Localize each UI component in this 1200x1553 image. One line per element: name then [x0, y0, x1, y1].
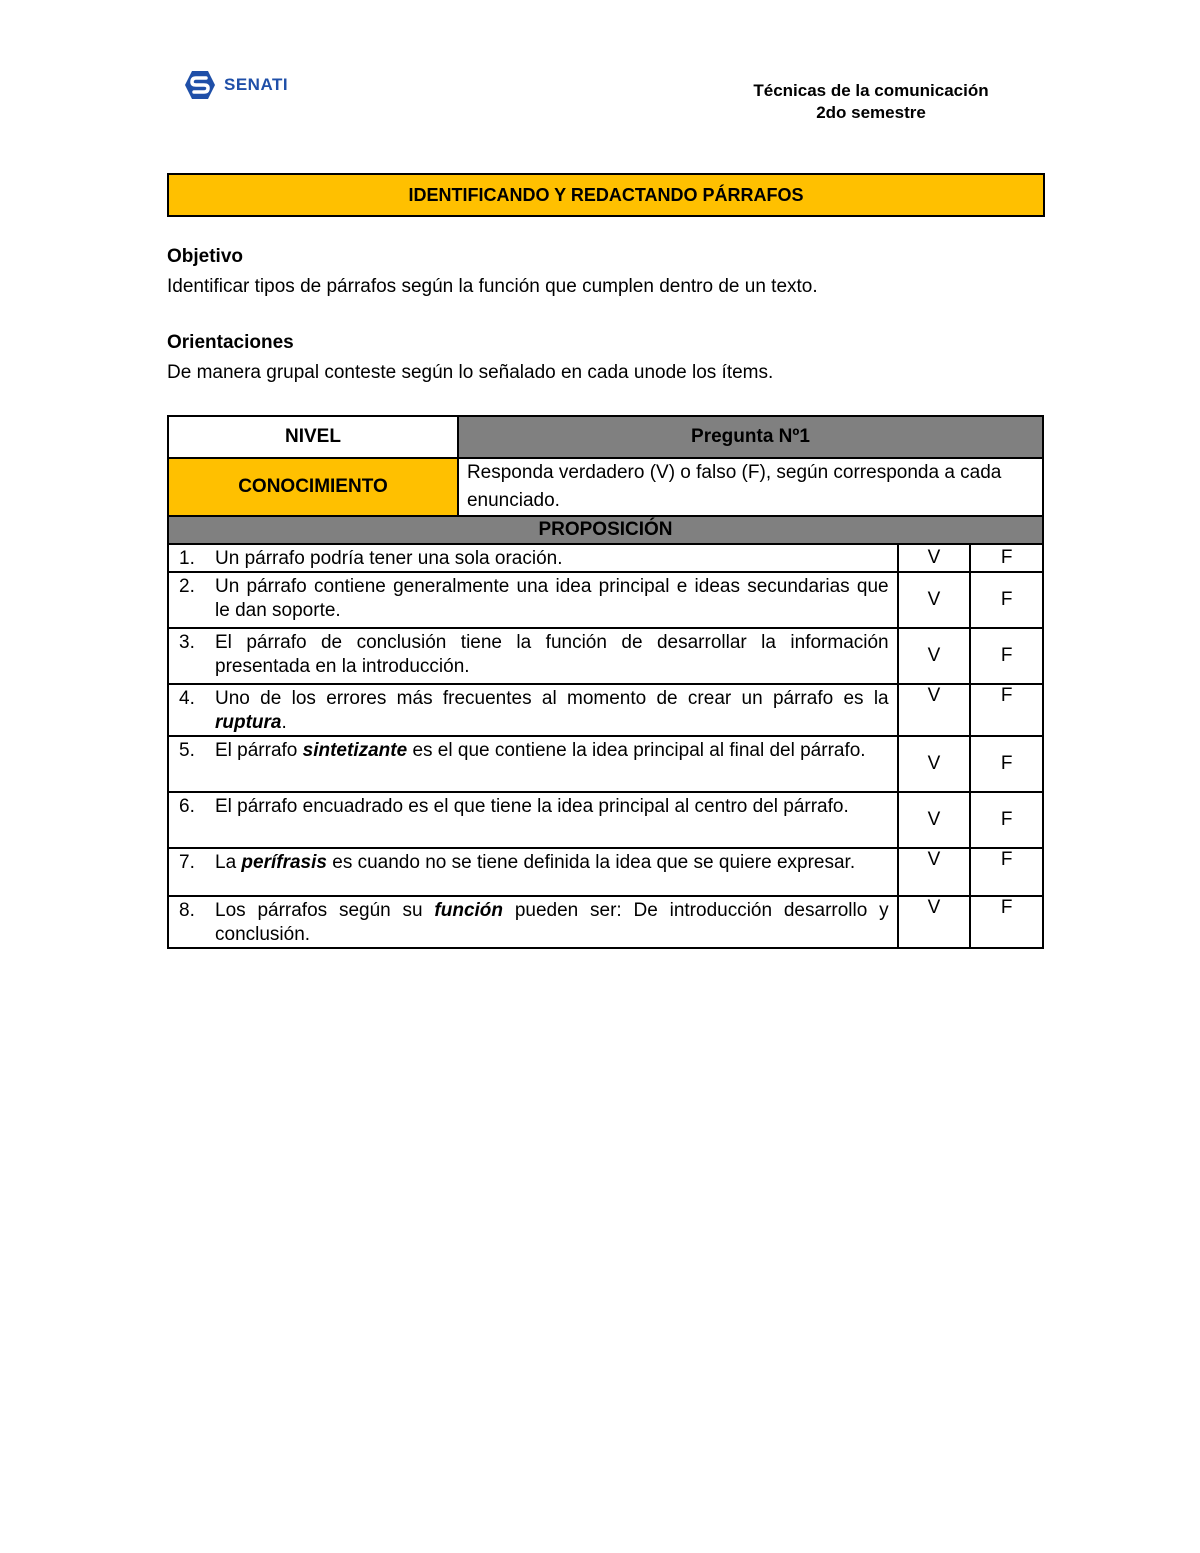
item-text-post: es cuando no se tiene definida la idea que se quiere expresar. [326, 852, 856, 873]
document-title: IDENTIFICANDO Y REDACTANDO PÁRRAFOS [167, 173, 1045, 217]
item-text [215, 547, 889, 571]
objective-text: Identificar tipos de párrafos según la función que cumplen dentro de un texto. [167, 276, 818, 297]
false-option[interactable]: F [970, 684, 1043, 736]
true-option[interactable]: V [898, 848, 971, 896]
item-emphasis: sintetizante [302, 740, 408, 761]
table-row [168, 792, 1043, 848]
item-emphasis: ruptura [215, 712, 282, 733]
items-body [168, 544, 1043, 948]
true-option[interactable]: V [898, 896, 971, 948]
item-text [215, 899, 889, 947]
proposition-cell [168, 896, 898, 948]
proposition-cell [168, 848, 898, 896]
false-option[interactable]: F [970, 628, 1043, 684]
true-option[interactable]: V [898, 736, 971, 792]
proposition-header: PROPOSICIÓN [168, 516, 1043, 544]
true-option[interactable]: V [898, 628, 971, 684]
question-table [167, 415, 1044, 949]
item-text [215, 575, 889, 623]
true-option[interactable]: V [898, 572, 971, 628]
proposition-cell [168, 572, 898, 628]
table-row [168, 736, 1043, 792]
item-text [215, 851, 889, 875]
item-number: 3. [179, 632, 195, 653]
item-text [215, 687, 889, 735]
item-text-pre: El párrafo encuadrado es el que tiene la idea principal al centro del párrafo. [215, 796, 849, 817]
instruction-text: Responda verdadero (V) o falso (F), según corresponda a cada enunciado. [458, 458, 1043, 516]
question-header: Pregunta Nº1 [458, 416, 1043, 458]
course-name: Técnicas de la comunicación [753, 81, 989, 100]
item-text-pre: Los párrafos según su [215, 900, 435, 921]
item-emphasis: perífrasis [241, 852, 327, 873]
table-row [168, 544, 1043, 572]
table-row [168, 684, 1043, 736]
semester: 2do semestre [816, 103, 926, 122]
table-row [168, 848, 1043, 896]
guidance-heading: Orientaciones [167, 332, 294, 353]
false-option[interactable]: F [970, 792, 1043, 848]
proposition-cell [168, 736, 898, 792]
item-text-post: . [281, 712, 287, 733]
level-header: NIVEL [168, 416, 458, 458]
item-number: 6. [179, 796, 195, 817]
senati-logo [184, 70, 288, 100]
item-number: 7. [179, 852, 195, 873]
proposition-cell [168, 684, 898, 736]
true-option[interactable]: V [898, 684, 971, 736]
item-text-post: pueden ser: De introducción desarrollo y conclusión. [215, 900, 889, 945]
objective-heading: Objetivo [167, 246, 244, 267]
item-text-pre: El párrafo de conclusión tiene la función de desarrollar la información presentada en la introducción. [215, 632, 889, 677]
item-number: 8. [179, 900, 195, 921]
table-row [168, 572, 1043, 628]
item-text-pre: La [215, 852, 242, 873]
proposition-cell [168, 544, 898, 572]
level-value: CONOCIMIENTO [168, 458, 458, 516]
proposition-cell [168, 792, 898, 848]
item-text [215, 739, 889, 763]
item-number: 5. [179, 740, 195, 761]
proposition-cell [168, 628, 898, 684]
logo-text: SENATI [224, 75, 289, 94]
false-option[interactable]: F [970, 896, 1043, 948]
item-emphasis: función [434, 900, 504, 921]
item-text-pre: Un párrafo podría tener una sola oración. [215, 548, 563, 569]
false-option[interactable]: F [970, 572, 1043, 628]
table-row [168, 896, 1043, 948]
item-text-pre: Uno de los errores más frecuentes al momento de crear un párrafo es la [215, 688, 889, 709]
item-number: 1. [179, 548, 195, 569]
item-text [215, 795, 889, 819]
senati-logo-icon [184, 70, 216, 100]
table-row [168, 628, 1043, 684]
item-number: 2. [179, 576, 195, 597]
item-text [215, 631, 889, 679]
item-number: 4. [179, 688, 195, 709]
item-text-pre: Un párrafo contiene generalmente una idea principal e ideas secundarias que le dan soporte. [215, 576, 889, 621]
document-header [700, 80, 1042, 124]
false-option[interactable]: F [970, 736, 1043, 792]
guidance-text: De manera grupal conteste según lo señalado en cada unode los ítems. [167, 362, 774, 383]
true-option[interactable]: V [898, 544, 971, 572]
true-option[interactable]: V [898, 792, 971, 848]
item-text-pre: El párrafo [215, 740, 303, 761]
false-option[interactable]: F [970, 848, 1043, 896]
false-option[interactable]: F [970, 544, 1043, 572]
item-text-post: es el que contiene la idea principal al final del párrafo. [407, 740, 866, 761]
